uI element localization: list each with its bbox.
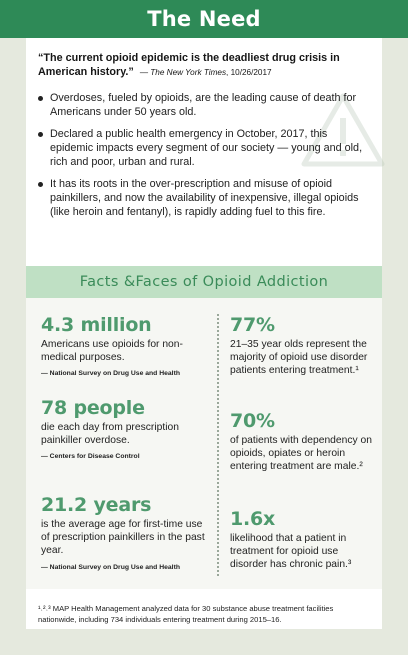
stat-value: 70%	[230, 410, 275, 432]
stat-value: 77%	[230, 314, 275, 336]
stat-male-patients	[230, 410, 376, 474]
list-item: Declared a public health emergency in October, 2017, this epidemic impacts every segment of our society — young and old, rich and poor, urban and rural.	[38, 127, 368, 169]
stat-average-age	[41, 494, 211, 571]
stat-description: 21–35 year olds represent the majority of opioid use disorder patients entering treatment.¹	[230, 339, 368, 377]
stat-value: 78 people	[41, 397, 145, 419]
stat-age-group	[230, 314, 376, 378]
facts-section-title: Facts &Faces of Opioid Addiction	[26, 266, 382, 298]
stat-nonmedical-users	[41, 314, 211, 377]
stat-description: is the average age for first-time use of prescription painkillers in the past year.	[41, 519, 205, 557]
stat-description: of patients with dependency on opioids, opiates or heroin entering treatment are male.²	[230, 435, 372, 473]
stat-description: likelihood that a patient in treatment for opioid use disorder has chronic pain.³	[230, 533, 352, 571]
quote-source	[140, 68, 272, 77]
column-divider	[217, 314, 219, 576]
list-item: It has its roots in the over-prescription and misuse of opioid painkillers, and now the availability of inexpensive, illegal opioids (like heroin and fentanyl), is rapidly adding fuel to this fire.	[38, 177, 368, 219]
stat-daily-deaths	[41, 397, 211, 460]
quote-source-date: , 10/26/2017	[226, 67, 272, 77]
stat-description: Americans use opioids for non-medical purposes.	[41, 339, 183, 364]
stat-citation: — Centers for Disease Control	[41, 453, 140, 461]
list-item: Overdoses, fueled by opioids, are the leading cause of death for Americans under 50 years old.	[38, 91, 368, 119]
stat-value: 4.3 million	[41, 314, 152, 336]
intro-section	[38, 52, 368, 227]
stats-panel	[26, 298, 382, 589]
quote-source-prefix: —	[139, 67, 151, 77]
quote-text: “The current opioid epidemic is the deadliest drug crisis in American history.”	[38, 52, 340, 78]
stat-description: die each day from prescription painkiller overdose.	[41, 422, 179, 447]
stat-value: 21.2 years	[41, 494, 152, 516]
stat-chronic-pain	[230, 508, 376, 572]
stat-citation: — National Survey on Drug Use and Health	[41, 563, 180, 571]
quote-source-publication: The New York Times	[150, 67, 227, 77]
bullet-list	[38, 91, 368, 219]
stat-citation: — National Survey on Drug Use and Health	[41, 370, 180, 378]
page-title: The Need	[0, 0, 408, 38]
stat-value: 1.6x	[230, 508, 276, 530]
footnote: ¹˒²˒³ MAP Health Management analyzed data for 30 substance abuse treatment facilities nationwide, including 734 individuals entering treatment during 2015–16.	[38, 604, 334, 624]
headline-quote	[38, 52, 368, 79]
